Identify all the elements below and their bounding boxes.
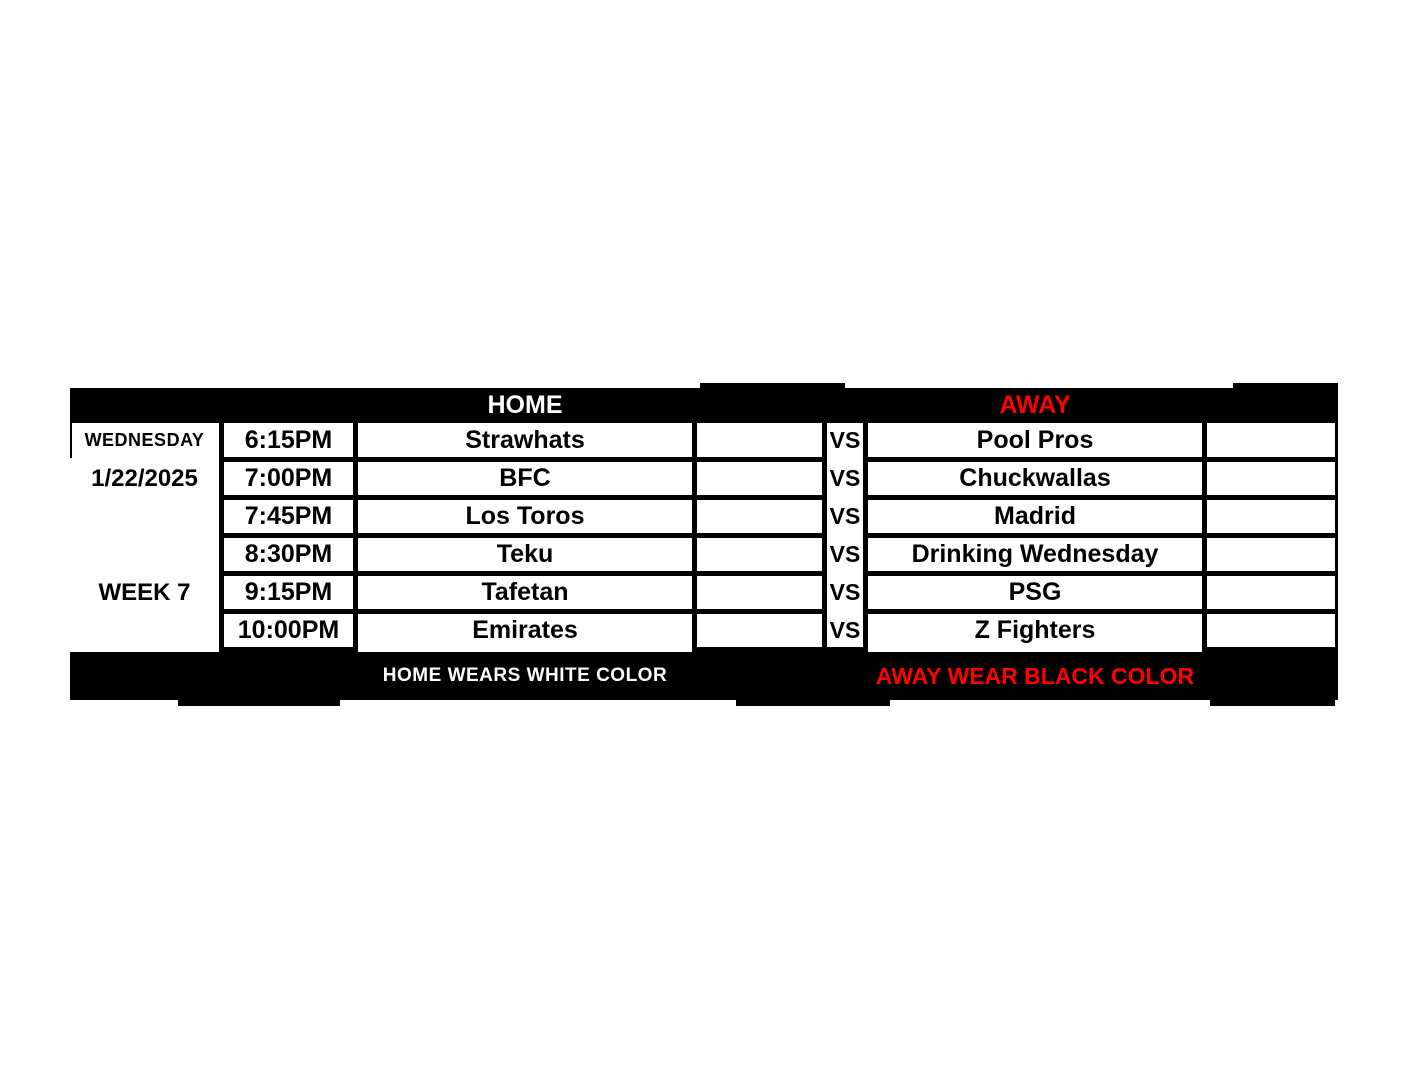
match-time: 10:00PM [237, 616, 340, 644]
away-team: PSG [1008, 578, 1062, 606]
vs-label: VS [829, 579, 861, 605]
home-team: BFC [499, 464, 551, 492]
match-time: 8:30PM [244, 540, 333, 568]
vs-label: VS [829, 426, 861, 453]
away-team: Madrid [994, 502, 1076, 530]
footer-band-lip [736, 700, 890, 706]
away-uniform-note: AWAY WEAR BLACK COLOR [875, 662, 1195, 689]
home-team: Emirates [472, 616, 578, 644]
match-time: 6:15PM [244, 425, 333, 454]
vs-label: VS [829, 617, 861, 643]
away-team: Pool Pros [976, 425, 1094, 454]
vs-label: VS [829, 465, 861, 491]
away-team: Drinking Wednesday [911, 540, 1159, 568]
match-time: 7:00PM [244, 464, 333, 492]
home-team: Teku [496, 540, 554, 568]
week-label: WEEK 7 [98, 578, 191, 606]
vs-label: VS [829, 541, 861, 567]
header-band-cap-right [1233, 383, 1338, 388]
footer-band-lip [178, 700, 340, 706]
match-time: 9:15PM [244, 578, 333, 606]
home-uniform-note: HOME WEARS WHITE COLOR [382, 665, 668, 686]
home-column-header: HOME [487, 391, 563, 419]
vs-label: VS [829, 503, 861, 529]
day-label: WEDNESDAY [84, 429, 205, 450]
home-team: Tafetan [481, 578, 569, 606]
date-label: 1/22/2025 [91, 464, 198, 492]
home-team: Strawhats [465, 425, 585, 454]
footer-band-lip [1210, 700, 1335, 706]
home-team: Los Toros [465, 502, 585, 530]
away-team: Z Fighters [974, 616, 1096, 644]
header-band-cap-left [700, 383, 845, 388]
away-team: Chuckwallas [959, 464, 1111, 492]
away-column-header: AWAY [999, 391, 1071, 419]
match-time: 7:45PM [244, 502, 333, 530]
